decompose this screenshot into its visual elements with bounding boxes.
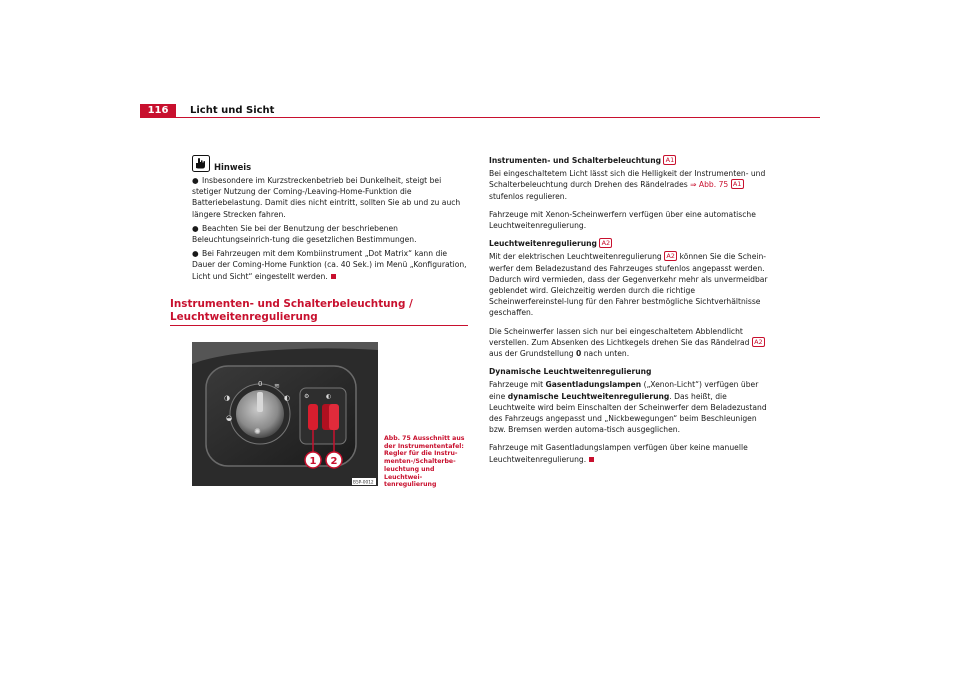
- section-2-paragraph-2: Die Scheinwerfer lassen sich nur bei eingeschaltetem Abblendlicht verstellen. Zum Absenken des Lichtkegels drehen Sie das Rändelrad A2 aus der Grundstellung 0 nach unten.: [489, 326, 774, 360]
- switch-position-zero: 0: [258, 380, 263, 388]
- svg-text:≋: ≋: [274, 382, 280, 390]
- figure-caption: Abb. 75 Ausschnitt aus der Instrumententafel: Regler für die Instru-menten-/Schalterbe-leuchtung und Leuchtwei-tenregulierung: [384, 435, 465, 489]
- bullet-dot-icon: ●: [192, 176, 199, 185]
- note-bullet-3: ● Bei Fahrzeugen mit dem Kombiinstrument „Dot Matrix“ kann die Dauer der Coming-Home Funktion (ca. 40 Sek.) im Menü „Konfiguration, Licht und Sicht“ eingestellt werden.: [192, 249, 467, 281]
- svg-text:◐: ◐: [326, 393, 332, 400]
- header-title: Licht und Sicht: [190, 105, 275, 116]
- figure-reference-link[interactable]: ⇒ Abb. 75: [690, 180, 729, 190]
- section-2-paragraph-1: Mit der elektrischen Leuchtweitenregulierung A2 können Sie die Schein-werfer dem Beladezustand des Fahrzeuges stufenlos angepasst werden. Dadurch wird vermieden, dass der Gegenverkehr mehr als unvermeidbar geblendet wird. Gleichzeitig werden durch die richtige Scheinwerfereinstel-lung für den Fahrer bestmögliche Sichtverhältnisse geschaffen.: [489, 252, 768, 318]
- dimmer-wheel: [308, 404, 318, 430]
- figure-code: B5P-0012: [353, 480, 374, 486]
- section-3-paragraph-1: Fahrzeuge mit Gasentladungslampen („Xenon-Licht“) verfügen über eine dynamische Leuchtweitenregulierung. Das heißt, die Leuchtweite wird beim Einschalten der Scheinwerfer dem Beladezustand des Fahrzeugs angepasst und „Nickbewegungen“ beim Beschleunigen bzw. Bremsen werden automa-tisch ausgeglichen.: [489, 380, 767, 435]
- svg-text:◒: ◒: [226, 414, 233, 422]
- page-number: 116: [140, 104, 176, 118]
- headlight-range-wheel: [329, 404, 339, 430]
- callout-2-label: 2: [330, 456, 338, 467]
- svg-text:◐: ◐: [284, 394, 291, 402]
- svg-text:⚙: ⚙: [304, 393, 310, 400]
- end-mark-icon: [331, 274, 336, 279]
- note-box: [192, 155, 468, 285]
- callout-a1-badge: A1: [731, 179, 744, 189]
- section-rule: [170, 325, 468, 326]
- note-title: Hinweis: [214, 162, 252, 172]
- section-1-paragraph-2: Fahrzeuge mit Xenon-Scheinwerfern verfügen über eine automatische Leuchtweitenregulierung.: [489, 209, 756, 231]
- header-rule: [176, 117, 820, 118]
- section-3-paragraph-2: Fahrzeuge mit Gasentladungslampen verfügen über keine manuelle Leuchtweitenregulierung.: [489, 443, 748, 464]
- note-bullet-1: ● Insbesondere im Kurzstreckenbetrieb bei Dunkelheit, steigt bei stetiger Nutzung der Coming-/Leaving-Home-Funktion die Batteriebelastung. Damit dies nicht eintritt, sollten Sie ab und zu auch längere Strecken fahren.: [192, 176, 461, 219]
- section-1-title: Instrumenten- und Schalterbeleuchtung A1: [489, 155, 774, 166]
- section-heading: Instrumenten- und Schalterbeleuchtung / Leuchtweitenregulierung: [170, 298, 413, 323]
- callout-a2-badge: A2: [599, 238, 612, 248]
- end-mark-icon: [589, 457, 594, 462]
- page-header: [140, 104, 820, 118]
- section-1-paragraph-1: Bei eingeschaltetem Licht lässt sich die Helligkeit der Instrumenten- und Schalterbeleuchtung durch Drehen des Rändelrades ⇒ Abb. 75 A1 stufenlos regulieren.: [489, 169, 766, 201]
- note-hand-icon: [192, 155, 210, 172]
- note-bullet-2: ● Beachten Sie bei der Benutzung der beschriebenen Beleuchtungseinrich-tung die gesetzlichen Bestimmungen.: [192, 223, 417, 245]
- callout-a2-badge: A2: [752, 337, 765, 347]
- note-header: [192, 155, 468, 172]
- section-3-title: Dynamische Leuchtweitenregulierung: [489, 367, 652, 377]
- bullet-dot-icon: ●: [192, 223, 199, 233]
- right-column: [489, 155, 774, 472]
- svg-text:◑: ◑: [224, 394, 231, 402]
- svg-text:✺: ✺: [254, 427, 261, 436]
- callout-a1-badge: A1: [663, 155, 676, 165]
- callout-1-label: 1: [309, 456, 317, 467]
- callout-a2-badge: A2: [664, 251, 677, 261]
- section-2-title: Leuchtweitenregulierung A2: [489, 238, 774, 249]
- bullet-dot-icon: ●: [192, 249, 199, 259]
- figure-light-switch: [192, 342, 378, 486]
